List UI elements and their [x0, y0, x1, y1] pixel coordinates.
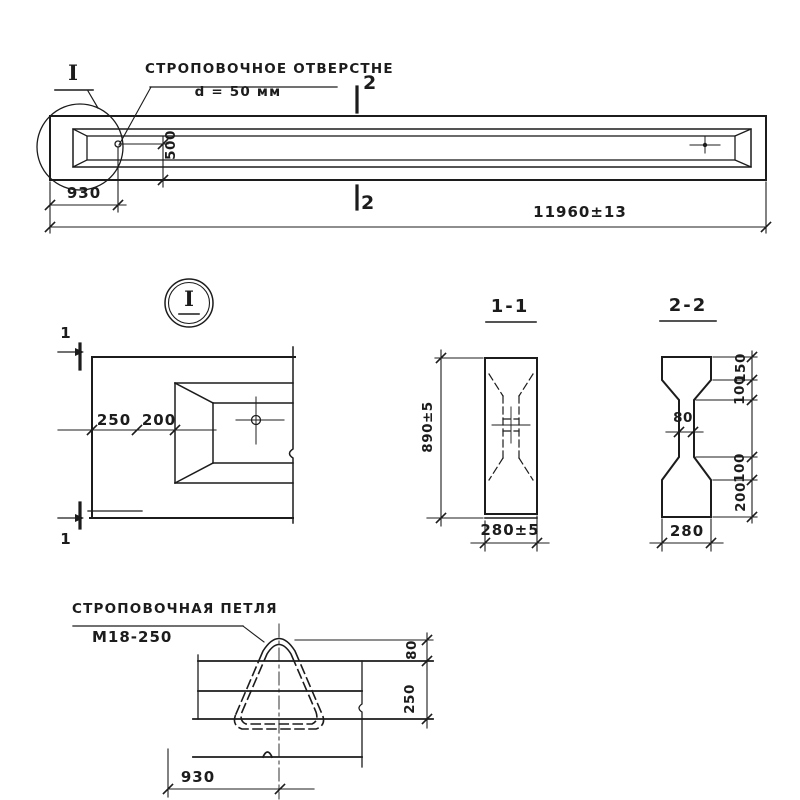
loop-note-line1: СТРОПОВОЧНАЯ ПЕТЛЯ — [72, 601, 278, 617]
dim-250-plan: 250 — [96, 411, 132, 429]
section-1-mark-bottom-label: 1 — [60, 530, 72, 548]
section-2-title: 2-2 — [668, 295, 708, 316]
elevation-dimension-lines — [46, 137, 771, 233]
dim-280-s1: 280±5 — [480, 521, 540, 539]
dim-280-s2: 280 — [669, 522, 705, 540]
dim-200-s2: 200 — [733, 482, 749, 512]
detail-plan-view — [88, 347, 295, 523]
section-2-mark-bottom-label: 2 — [361, 192, 375, 214]
section-1-cut-marks — [58, 344, 84, 528]
loop-detail-view — [193, 624, 433, 799]
loop-note-line2: М18-250 — [92, 628, 173, 646]
dim-890: 890±5 — [420, 401, 436, 453]
dim-200-plan: 200 — [141, 411, 177, 429]
section-1-mark-top-label: 1 — [60, 324, 72, 342]
dim-930-loop: 930 — [180, 768, 216, 786]
dim-100-bottom-s2: 100 — [732, 453, 748, 483]
dim-930-top: 930 — [66, 184, 102, 202]
detail-plan-dimension-lines — [58, 426, 216, 435]
dim-80-s2: 80 — [673, 410, 693, 426]
section-2-mark-top-label: 2 — [363, 72, 377, 94]
section-1-view — [485, 322, 537, 518]
elevation-beam-outline — [50, 116, 766, 180]
detail-marker-label: I — [68, 60, 78, 85]
section-1-title: 1-1 — [490, 296, 530, 317]
dim-length: 11960±13 — [533, 203, 627, 221]
dim-250-loop: 250 — [402, 684, 418, 714]
hole-note-line2: d = 50 мм — [194, 84, 282, 100]
dim-100-top-s2: 100 — [732, 375, 748, 405]
dim-150-s2: 150 — [733, 353, 749, 383]
dim-500: 500 — [163, 130, 179, 160]
dim-80-loop: 80 — [404, 640, 420, 660]
detail-title-label: I — [184, 286, 194, 311]
hole-note-line1: СТРОПОВОЧНОЕ ОТВЕРСТНЕ — [145, 61, 394, 77]
